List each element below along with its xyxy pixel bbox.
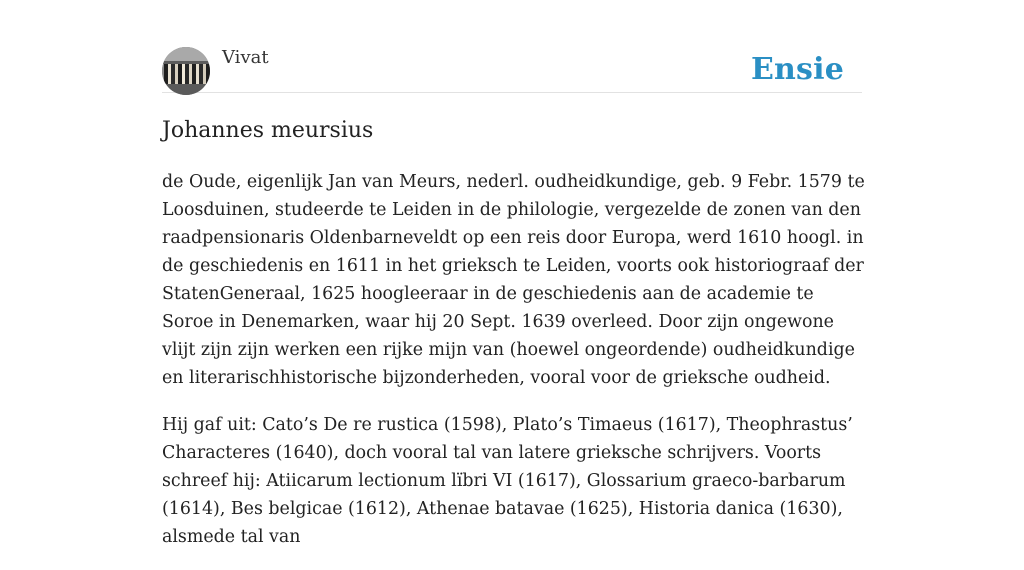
ensie-logo[interactable]: Ensie <box>750 52 844 87</box>
author-name[interactable]: Vivat <box>222 47 269 68</box>
books-avatar-icon <box>162 47 210 95</box>
article-paragraph-1: de Oude, eigenlijk Jan van Meurs, nederl. oudheidkundige, geb. 9 Febr. 1579 te Loosduinen, studeerde te Leiden in de philologie, vergezelde de zonen van den raadpensionaris Oldenbarneveldt op een reis door Europa, werd 1610 hoogl. in de geschiedenis en 1611 in het grieksch te Leiden, voorts ook historiograaf der StatenGeneraal, 1625 hoogleeraar in de geschiedenis aan de academie te Soroe in Denemarken, waar hij 20 Sept. 1639 overleed. Door zijn ongewone vlijt zijn zijn werken een rijke mijn van (hoewel ongeordende) oudheidkundige en literarischhistorische bijzonderheden, vooral voor de grieksche oudheid. <box>162 172 865 388</box>
header <box>162 46 862 93</box>
article-title: Johannes meursius <box>162 118 374 143</box>
article-body <box>162 168 868 570</box>
author-avatar[interactable] <box>162 47 210 95</box>
article-paragraph-2: Hij gaf uit: Cato’s De re rustica (1598), Plato’s Timaeus (1617), Theophrastus’ Characteres (1640), doch vooral tal van latere grieksche schrijvers. Voorts schreef hij: Atiicarum lectionum lïbri VI (1617), Glossarium graeco-barbarum (1614), Bes belgicae (1612), Athenae batavae (1625), Historia danica (1630), alsmede tal van <box>162 415 853 547</box>
